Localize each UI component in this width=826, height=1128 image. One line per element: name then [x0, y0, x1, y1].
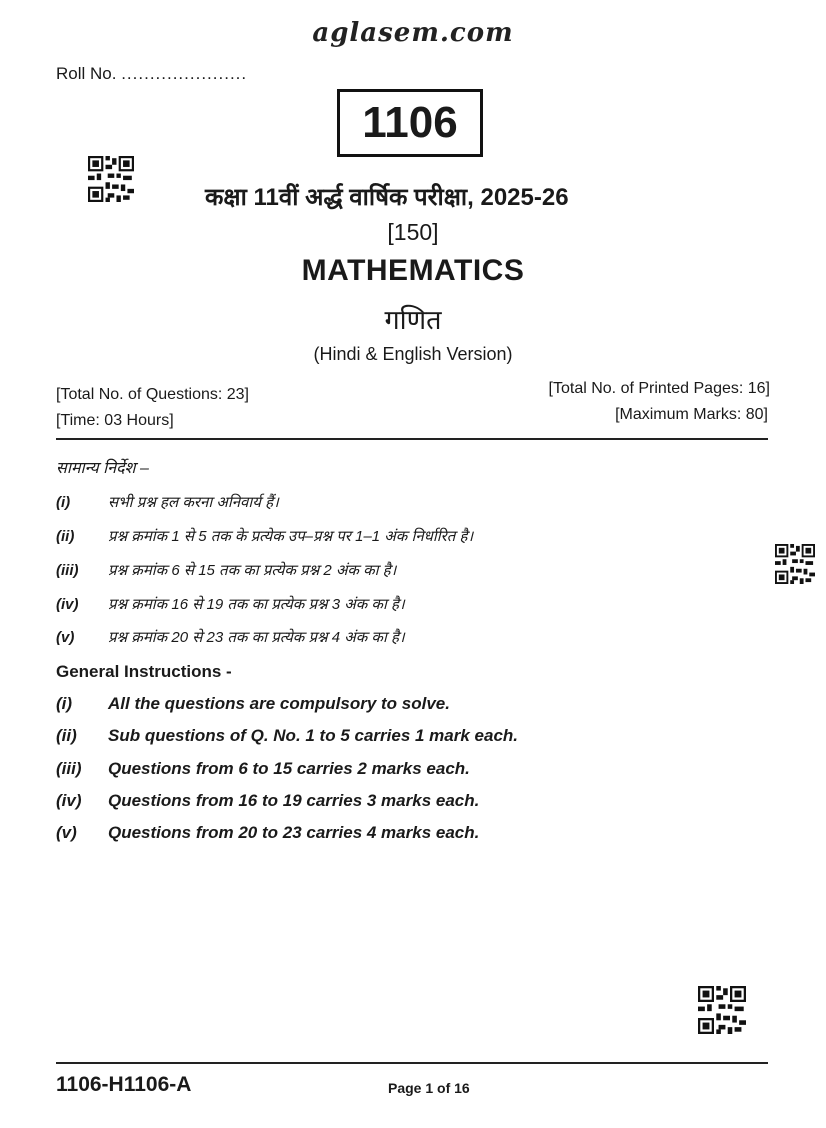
header-divider	[56, 438, 768, 440]
instruction-number: (iv)	[56, 791, 82, 810]
instruction-item-english	[56, 759, 470, 779]
instruction-text: प्रश्न क्रमांक 6 से 15 तक का प्रत्येक प्रश्न 2 अंक का है।	[108, 562, 397, 579]
instruction-item-english	[56, 726, 518, 746]
maximum-marks: [Maximum Marks: 80]	[615, 406, 768, 423]
instruction-number: (v)	[56, 823, 77, 842]
instruction-text: All the questions are compulsory to solve.	[108, 694, 450, 713]
instruction-number: (v)	[56, 629, 75, 646]
subject-title: MATHEMATICS	[301, 254, 525, 287]
paper-code-box: 1106	[337, 89, 483, 157]
instruction-text: प्रश्न क्रमांक 20 से 23 तक का प्रत्येक प्रश्न 4 अंक का है।	[108, 629, 405, 646]
time-allowed: [Time: 03 Hours]	[56, 412, 174, 429]
instruction-number: (i)	[56, 694, 73, 713]
instructions-heading-hindi: सामान्य निर्देश –	[56, 460, 149, 477]
total-questions: [Total No. of Questions: 23]	[56, 386, 249, 403]
instruction-text: Questions from 16 to 19 carries 3 marks each.	[108, 791, 480, 810]
page-number: Page 1 of 16	[388, 1080, 470, 1096]
instruction-number: (i)	[56, 494, 71, 511]
roll-number-blank: ......................	[121, 64, 248, 83]
printed-pages: [Total No. of Printed Pages: 16]	[548, 380, 770, 397]
subject-code: [150]	[387, 219, 439, 245]
instruction-item-english	[56, 823, 479, 843]
footer-divider	[56, 1062, 768, 1064]
instructions-heading-english: General Instructions -	[56, 662, 232, 681]
qr-code-icon	[698, 985, 746, 1035]
instruction-text: प्रश्न क्रमांक 16 से 19 तक का प्रत्येक प्रश्न 3 अंक का है।	[108, 596, 405, 613]
instruction-text: Questions from 20 to 23 carries 4 marks each.	[108, 823, 480, 842]
instruction-item-english	[56, 694, 450, 714]
instruction-number: (ii)	[56, 528, 75, 545]
instruction-number: (ii)	[56, 726, 77, 745]
site-watermark: aglasem.com	[312, 18, 514, 48]
instruction-number: (iv)	[56, 596, 79, 613]
instruction-item-hindi	[56, 492, 279, 512]
instruction-item-hindi	[56, 594, 405, 614]
instruction-number: (iii)	[56, 562, 79, 579]
instruction-text: Sub questions of Q. No. 1 to 5 carries 1 mark each.	[108, 726, 519, 745]
qr-code-icon	[775, 544, 815, 584]
version-note: (Hindi & English Version)	[313, 344, 513, 364]
subject-title-hindi: गणित	[384, 305, 442, 335]
instruction-item-hindi	[56, 560, 396, 580]
instruction-item-hindi	[56, 526, 473, 546]
instruction-text: सभी प्रश्न हल करना अनिवार्य हैं।	[108, 494, 279, 511]
qr-code-icon	[88, 156, 134, 202]
instruction-item-hindi	[56, 627, 405, 647]
instruction-text: प्रश्न क्रमांक 1 से 5 तक के प्रत्येक उप–प्रश्न पर 1–1 अंक निर्धारित है।	[108, 528, 474, 545]
instruction-text: Questions from 6 to 15 carries 2 marks each.	[108, 759, 470, 778]
roll-number-field	[56, 64, 247, 84]
roll-number-label: Roll No.	[56, 64, 117, 83]
instruction-item-english	[56, 791, 479, 811]
exam-title-hindi: कक्षा 11वीं अर्द्ध वार्षिक परीक्षा, 2025-26	[205, 184, 569, 211]
instruction-number: (iii)	[56, 759, 82, 778]
booklet-code: 1106-H1106-A	[56, 1073, 192, 1096]
